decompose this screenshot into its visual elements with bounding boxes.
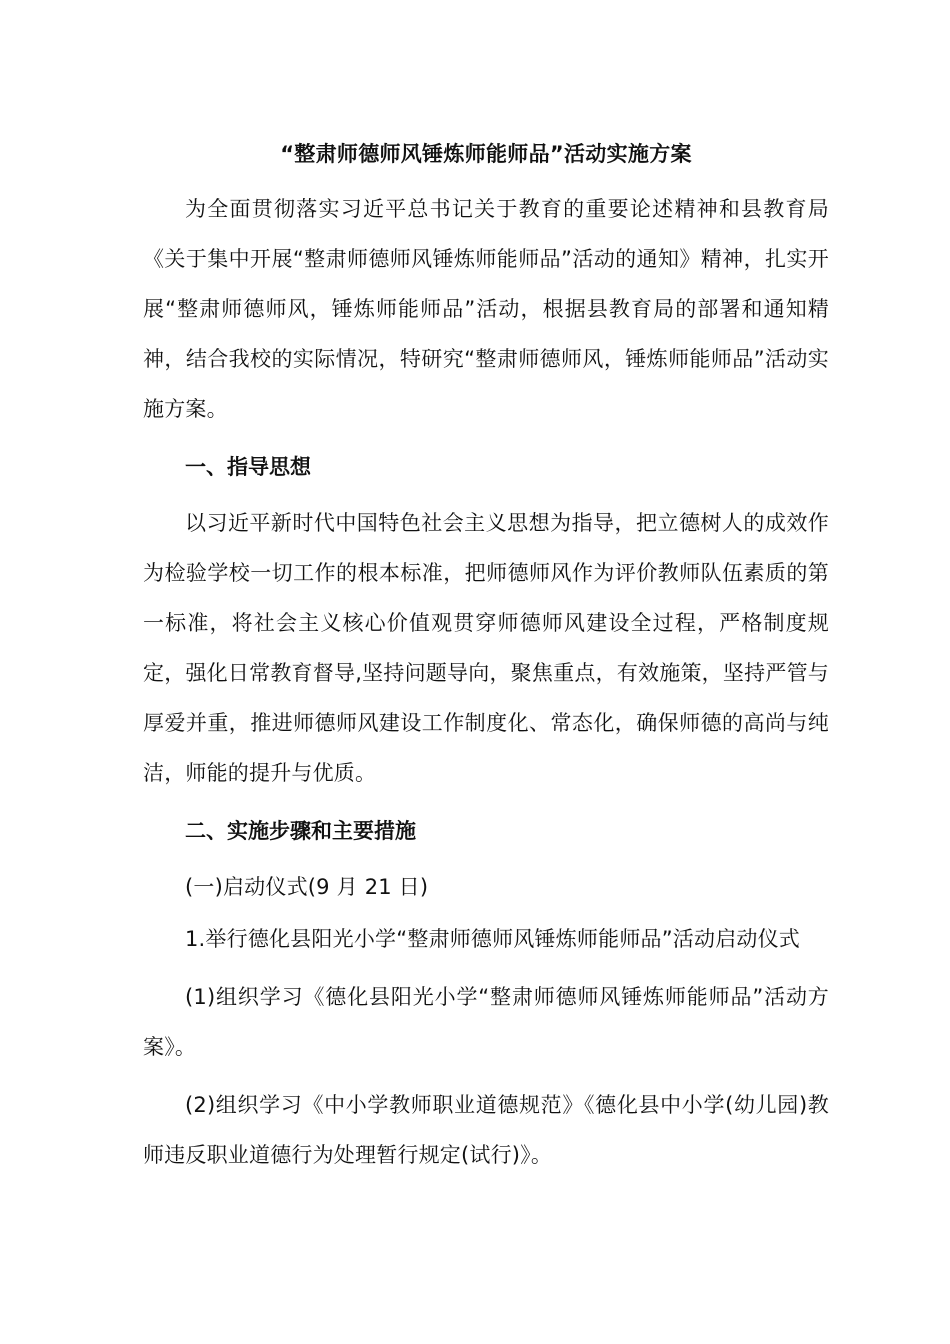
item-launch-ceremony: 1.举行德化县阳光小学“整肃师德师风锤炼师能师品”活动启动仪式 [185, 927, 800, 951]
document-title: “整肃师德师风锤炼师能师品”活动实施方案 [280, 142, 692, 166]
section-heading-steps-measures: 二、实施步骤和主要措施 [185, 819, 416, 843]
section-heading-guiding-ideology: 一、指导思想 [185, 455, 311, 479]
sub-item-study-regulations: (2)组织学习《中小学教师职业道德规范》《德化县中小学(幼儿园)教师违反职业道德行为处理暂行规定(试行)》。 [143, 1093, 829, 1167]
document-page [143, 136, 829, 1188]
step-launch-ceremony: (一)启动仪式(9 月 21 日) [185, 875, 429, 899]
guiding-ideology-paragraph: 以习近平新时代中国特色社会主义思想为指导，把立德树人的成效作为检验学校一切工作的根本标准，把师德师风作为评价教师队伍素质的第一标准，将社会主义核心价值观贯穿师德师风建设全过程，严格制度规定，强化日常教育督导,坚持问题导向，聚焦重点，有效施策，坚持严管与厚爱并重，推进师德师风建设工作制度化、常态化，确保师德的高尚与纯洁，师能的提升与优质。 [143, 511, 829, 785]
sub-item-study-plan: (1)组织学习《德化县阳光小学“整肃师德师风锤炼师能师品”活动方案》。 [143, 985, 829, 1059]
intro-paragraph: 为全面贯彻落实习近平总书记关于教育的重要论述精神和县教育局《关于集中开展“整肃师德师风锤炼师能师品”活动的通知》精神，扎实开展“整肃师德师风，锤炼师能师品”活动，根据县教育局的部署和通知精神，结合我校的实际情况，特研究“整肃师德师风，锤炼师能师品”活动实施方案。 [143, 197, 829, 421]
